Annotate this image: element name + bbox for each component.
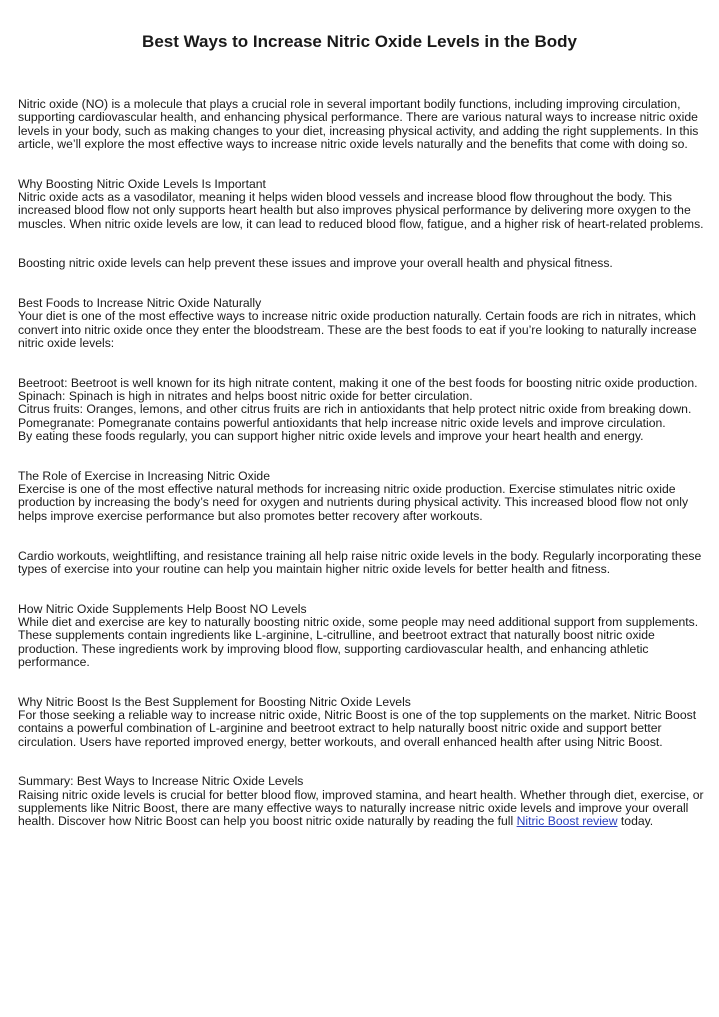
summary-text: Raising nitric oxide levels is crucial for better blood flow, improved stamina, and heart health. Whether through diet, exercise, or supplements like Nitric Boost, there are many effective ways to naturally increase nitric oxide levels and improve your overall health. Discover how Nitric Boost can help you boost nitric oxide naturally by reading the full bbox=[18, 787, 704, 829]
food-list bbox=[18, 377, 704, 443]
nitric-boost-review-link[interactable]: Nitric Boost review bbox=[516, 814, 618, 829]
foods-heading: Best Foods to Increase Nitric Oxide Naturally bbox=[18, 296, 262, 311]
nitric-boost-section bbox=[18, 696, 704, 749]
why-section bbox=[18, 178, 704, 231]
exercise-followup-paragraph: Cardio workouts, weightlifting, and resistance training all help raise nitric oxide levels in the body. Regularly incorporating these types of exercise into your routine can help you maintain higher nitric oxide levels for better health and fitness. bbox=[18, 548, 702, 576]
list-item: Pomegranate: Pomegranate contains powerful antioxidants that help increase nitric oxide levels and improve circulation. bbox=[18, 415, 666, 430]
why-body: Nitric oxide acts as a vasodilator, meaning it helps widen blood vessels and increase blood flow throughout the body. This increased blood flow not only supports heart health but also improves physical performance by delivering more oxygen to the muscles. When nitric oxide levels are low, it can lead to reduced blood flow, fatigue, and a higher risk of heart-related problems. bbox=[18, 189, 704, 231]
summary-text-end: today. bbox=[617, 814, 654, 829]
list-item: Beetroot: Beetroot is well known for its high nitrate content, making it one of the best foods for boosting nitric oxide production. bbox=[18, 375, 698, 390]
exercise-section bbox=[18, 470, 704, 523]
summary-section bbox=[18, 775, 704, 828]
page-title: Best Ways to Increase Nitric Oxide Levels in the Body bbox=[142, 32, 577, 51]
nitric-boost-heading: Why Nitric Boost Is the Best Supplement for Boosting Nitric Oxide Levels bbox=[18, 694, 411, 709]
exercise-body: Exercise is one of the most effective natural methods for increasing nitric oxide production. Exercise stimulates nitric oxide production by increasing the body’s need for oxygen and nutrients during physical activity. This increased blood flow not only helps improve exercise performance but also promotes better recovery after workouts. bbox=[18, 482, 689, 523]
list-item: Citrus fruits: Oranges, lemons, and other citrus fruits are rich in antioxidants that help protect nitric oxide from breaking down. bbox=[18, 402, 692, 417]
summary-heading: Summary: Best Ways to Increase Nitric Oxide Levels bbox=[18, 774, 304, 789]
why-heading: Why Boosting Nitric Oxide Levels Is Important bbox=[18, 176, 266, 191]
intro-paragraph: Nitric oxide (NO) is a molecule that plays a crucial role in several important bodily functions, including improving circulation, supporting cardiovascular health, and enhancing physical performance. There are various natural ways to increase nitric oxide levels in your body, such as making changes to your diet, increasing physical activity, and adding the right supplements. In this article, we’ll explore the most effective ways to increase nitric oxide levels naturally and the benefits that come with doing so. bbox=[18, 97, 699, 151]
exercise-heading: The Role of Exercise in Increasing Nitric Oxide bbox=[18, 468, 270, 483]
article-body bbox=[18, 98, 704, 855]
supplements-section bbox=[18, 603, 704, 669]
summary-body bbox=[18, 789, 704, 829]
foods-section bbox=[18, 297, 704, 350]
list-item: Spinach: Spinach is high in nitrates and helps boost nitric oxide for better circulation. bbox=[18, 389, 473, 404]
supplements-heading: How Nitric Oxide Supplements Help Boost NO Levels bbox=[18, 601, 307, 616]
foods-body: Your diet is one of the most effective ways to increase nitric oxide production naturally. Certain foods are rich in nitrates, which convert into nitric oxide once they enter the bloodstream. These are the best foods to eat if you’re looking to naturally increase nitric oxide levels: bbox=[18, 309, 697, 351]
list-item: By eating these foods regularly, you can support higher nitric oxide levels and improve your heart health and energy. bbox=[18, 429, 644, 444]
why-followup-paragraph: Boosting nitric oxide levels can help prevent these issues and improve your overall health and physical fitness. bbox=[18, 256, 613, 271]
supplements-body: While diet and exercise are key to naturally boosting nitric oxide, some people may need additional support from supplements. These supplements contain ingredients like L-arginine, L-citrulline, and beetroot extract that naturally boost nitric oxide production. These ingredients work by improving blood flow, supporting cardiovascular health, and enhancing athletic performance. bbox=[18, 614, 699, 669]
nitric-boost-body: For those seeking a reliable way to increase nitric oxide, Nitric Boost is one of the top supplements on the market. Nitric Boost contains a powerful combination of L-arginine and beetroot extract to help naturally boost nitric oxide and support better circulation. Users have reported improved energy, better workouts, and overall enhanced health after using Nitric Boost. bbox=[18, 707, 697, 749]
